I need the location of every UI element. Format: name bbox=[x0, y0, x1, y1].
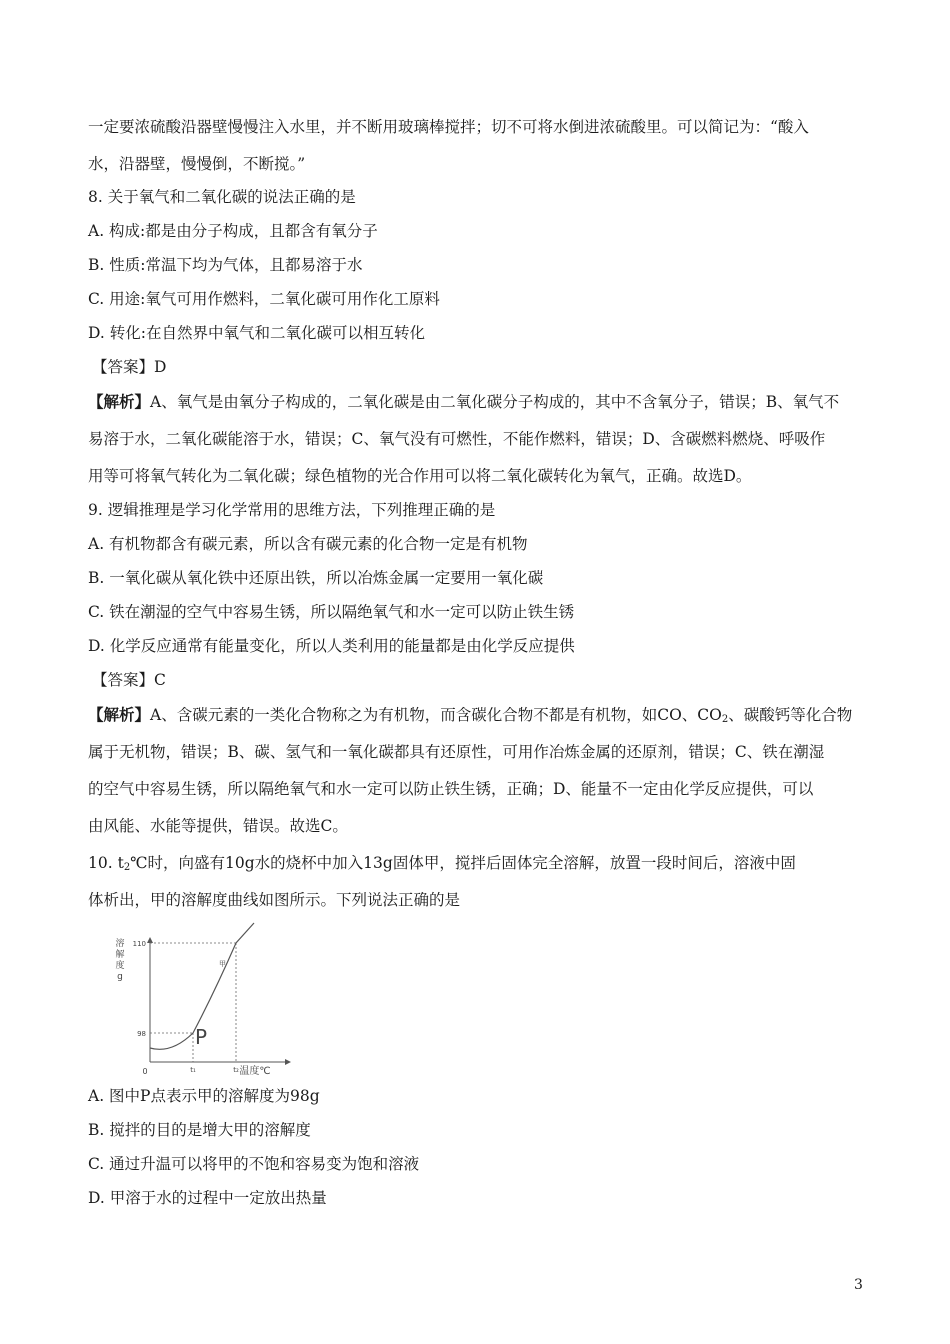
x-axis-label: 温度℃ bbox=[239, 1066, 271, 1077]
q8-analysis-line-3: 用等可将氧气转化为二氧化碳；绿色植物的光合作用可以将二氧化碳转化为氧气，正确。故选D。 bbox=[88, 467, 752, 485]
page-number: 3 bbox=[854, 1277, 863, 1293]
q8-option-a: A. 构成:都是由分子构成，且都含有氧分子 bbox=[88, 222, 378, 240]
y-axis-label-char: 溶 bbox=[115, 939, 125, 949]
q8-option-c: C. 用途:氧气可用作燃料，二氧化碳可用作化工原料 bbox=[88, 290, 440, 308]
point-p-label: P bbox=[195, 1025, 208, 1049]
y-axis-label bbox=[115, 937, 124, 982]
q8-option-b: B. 性质:常温下均为气体，且都易溶于水 bbox=[88, 256, 363, 274]
intro-line-2: 水，沿器壁，慢慢倒，不断搅。” bbox=[88, 155, 306, 173]
q9-answer: 【答案】C bbox=[92, 671, 166, 689]
x-tick-label: t₂ bbox=[233, 1066, 239, 1074]
y-tick-label: 98 bbox=[137, 1030, 146, 1038]
series-label: 甲 bbox=[219, 960, 226, 968]
y-axis-label-char: 解 bbox=[115, 950, 125, 960]
q8-analysis-line-1: 【解析】A、氧气是由氧分子构成的，二氧化碳是由二氧化碳分子构成的，其中不含氧分子，错误；B、氧气不 bbox=[88, 392, 840, 411]
q8-analysis-line-2: 易溶于水，二氧化碳能溶于水，错误；C、氧气没有可燃性，不能作燃料，错误；D、含碳燃料燃烧、呼吸作 bbox=[88, 430, 826, 448]
q10-option-d: D. 甲溶于水的过程中一定放出热量 bbox=[88, 1189, 327, 1207]
q10-option-a: A. 图中P点表示甲的溶解度为98g bbox=[88, 1087, 320, 1105]
q9-analysis-line-2: 属于无机物，错误；B、碳、氢气和一氧化碳都具有还原性，可用作冶炼金属的还原剂，错误；C、铁在潮湿 bbox=[88, 743, 825, 761]
x-tick-labels bbox=[190, 1066, 239, 1074]
q9-analysis-label: 【解析】 bbox=[88, 705, 151, 724]
origin-label: 0 bbox=[142, 1067, 148, 1076]
q9-option-a: A. 有机物都含有碳元素，所以含有碳元素的化合物一定是有机物 bbox=[88, 535, 528, 553]
q9-analysis-line-3: 的空气中容易生锈，所以隔绝氧气和水一定可以防止铁生锈，正确；D、能量不一定由化学反应提供，可以 bbox=[88, 780, 814, 798]
q8-analysis-label: 【解析】 bbox=[88, 392, 151, 411]
y-tick-label: 110 bbox=[132, 940, 146, 948]
q10-option-b: B. 搅拌的目的是增大甲的溶解度 bbox=[88, 1121, 311, 1139]
q10-option-c: C. 通过升温可以将甲的不饱和容易变为饱和溶液 bbox=[88, 1155, 420, 1173]
q9-analysis-line-4: 由风能、水能等提供，错误。故选C。 bbox=[88, 817, 348, 835]
q10-stem-line-1: 10. $t_2℃$时，向盛有10g水的烧杯中加入13g固体甲，搅拌后固体完全溶解，放置一段时间后，溶液中固 bbox=[88, 854, 796, 873]
y-axis-label-char: 度 bbox=[115, 961, 125, 971]
q10-stem-line-2: 体析出，甲的溶解度曲线如图所示。下列说法正确的是 bbox=[88, 891, 461, 909]
q8-stem: 8. 关于氧气和二氧化碳的说法正确的是 bbox=[88, 188, 356, 206]
q9-option-d: D. 化学反应通常有能量变化，所以人类利用的能量都是由化学反应提供 bbox=[88, 637, 575, 655]
q8-option-d: D. 转化:在自然界中氧气和二氧化碳可以相互转化 bbox=[88, 324, 425, 342]
q9-stem: 9. 逻辑推理是学习化学常用的思维方法，下列推理正确的是 bbox=[88, 501, 496, 519]
q8-answer: 【答案】D bbox=[92, 358, 167, 376]
x-tick-label: t₁ bbox=[190, 1066, 196, 1074]
y-tick-labels bbox=[133, 940, 146, 1038]
q9-analysis-line-1: 【解析】A、含碳元素的一类化合物称之为有机物，而含碳化合物不都是有机物，如CO、$CO_2$、碳酸钙等化合物 bbox=[88, 705, 853, 725]
q9-option-b: B. 一氧化碳从氧化铁中还原出铁，所以冶炼金属一定要用一氧化碳 bbox=[88, 569, 544, 587]
solubility-chart bbox=[105, 928, 305, 1077]
intro-line-1: 一定要浓硫酸沿器壁慢慢注入水里，并不断用玻璃棒搅拌；切不可将水倒进浓硫酸里。可以简记为：“酸入 bbox=[88, 118, 809, 136]
y-axis-label-char: g bbox=[117, 972, 123, 982]
q9-option-c: C. 铁在潮湿的空气中容易生锈，所以隔绝氧气和水一定可以防止铁生锈 bbox=[88, 603, 575, 621]
